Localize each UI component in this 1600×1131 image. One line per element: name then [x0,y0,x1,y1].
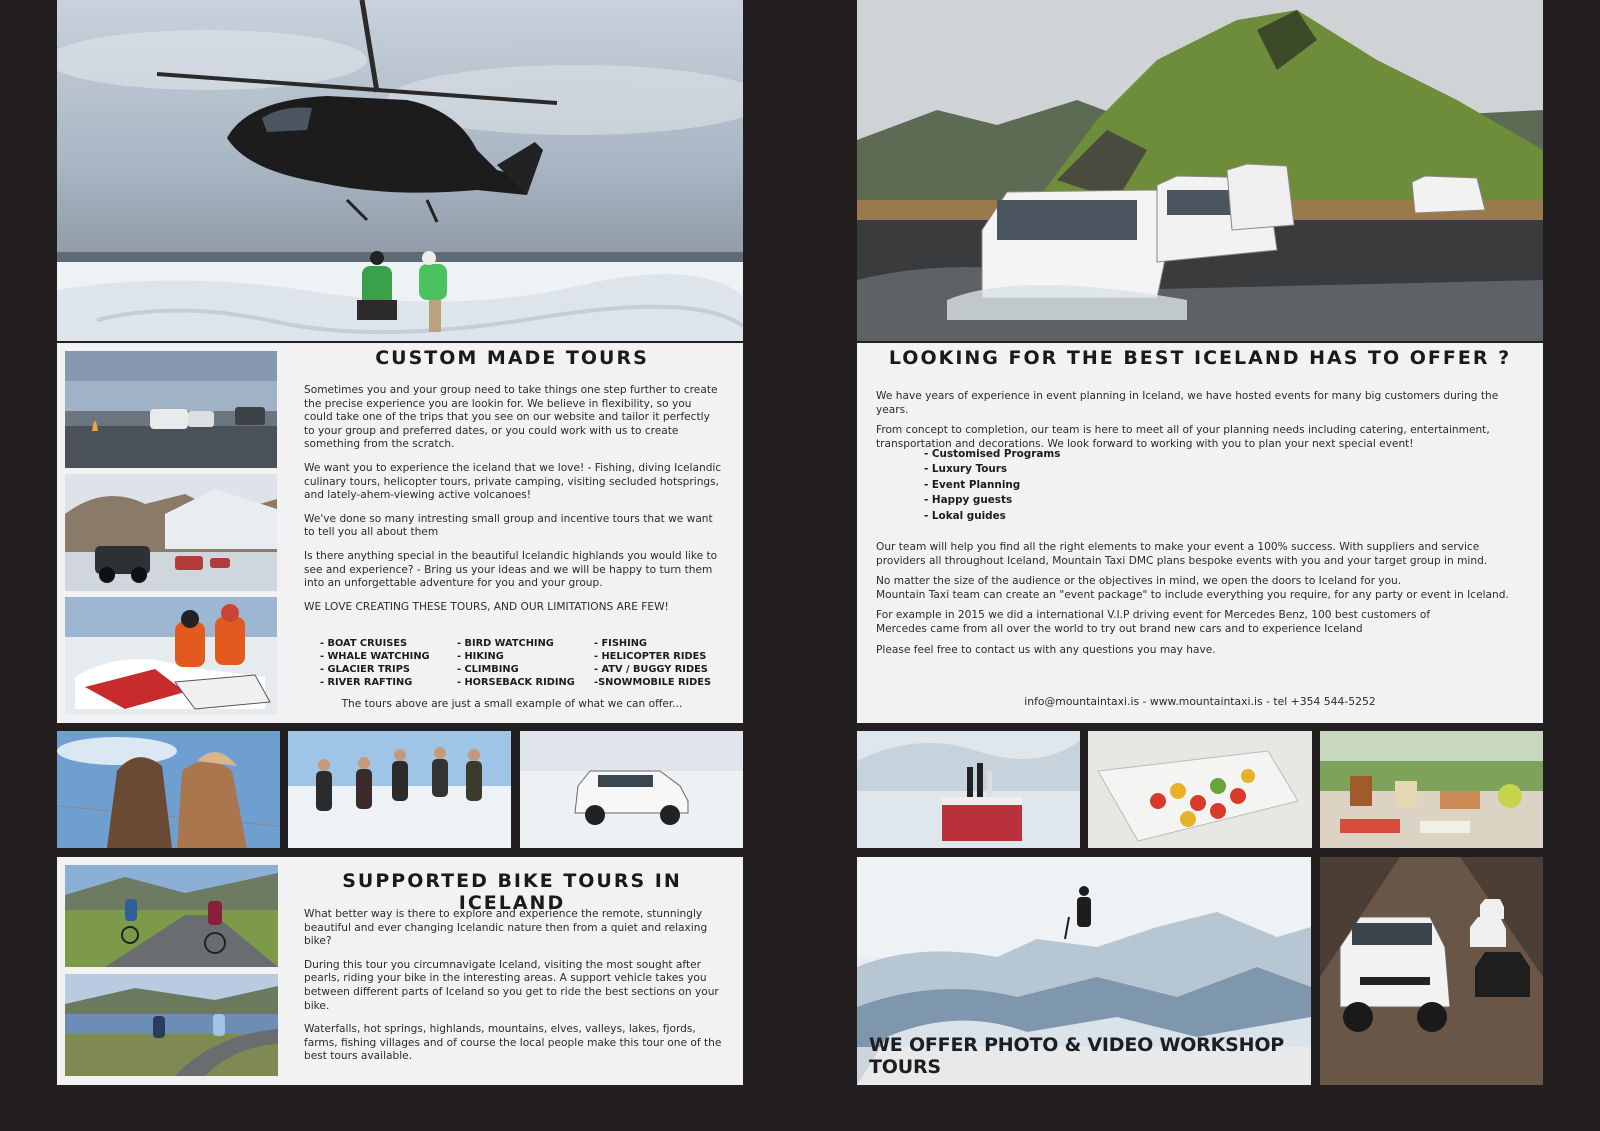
best-iceland-title: LOOKING FOR THE BEST ICELAND HAS TO OFFER ? [888,347,1512,369]
services-list-item: - Event Planning [924,478,1021,491]
services-list-item: - Customised Programs [924,448,1061,460]
contact-line: info@mountaintaxi.is - www.mountaintaxi.is - tel +354 544-5252 [1024,695,1376,708]
best-iceland-paragraph: We have years of experience in event planning in Iceland, we have hosted events for many big customers during the years. [876,390,1499,416]
best-iceland-paragraph: Our team will help you find all the right elements to make your event a 100% success. With suppliers and service providers all throughout Iceland, Mountain Taxi DMC plans bespoke events with you and your target group in mind. [876,541,1488,567]
services-list-item: - Luxury Tours [924,463,1008,476]
best-iceland-body [876,541,1518,664]
beach-jeeps-photo [65,351,277,468]
jumping-group-photo [288,731,511,848]
custom-tours-paragraph: We've done so many intresting small group and incentive tours that we want to tell you all about them [304,512,713,539]
best-iceland-paragraph: From concept to completion, our team is here to meet all of your planning needs including catering, entertainment, transportation and decorations. We look forward to working with you to plan your next special event! [876,424,1490,450]
activity-item: - HIKING [457,651,504,662]
activity-item: - WHALE WATCHING [320,651,430,662]
champagne-ice-table-photo [857,731,1080,848]
activities-column-2 [457,637,575,689]
activity-item: - ATV / BUGGY RIDES [594,664,708,675]
custom-tours-paragraph: Sometimes you and your group need to take things one step further to create the precise experience you are lookin for. We believe in flexibility, so you could take one of the trips that you see on our website and tailor it perfectly to your group and preferred dates, or you could work with us to create something from the scratch. [304,384,718,451]
cyclists-road-photo [65,865,278,967]
custom-tours-paragraph: Is there anything special in the beautiful Icelandic highlands you would like to see and experience? - Bring us your ideas and we will be happy to turn them into an unforgettable adventure for you and your group. [304,549,718,590]
activity-item: - BIRD WATCHING [457,638,554,649]
custom-tours-body [304,384,722,624]
activity-item: - FISHING [594,638,647,649]
convoy-river-photo [857,0,1543,341]
services-list-item: - Happy guests [924,494,1013,507]
custom-tours-panel [57,343,743,723]
activities-column-1 [320,637,430,689]
offroad-convoy-photo [1320,857,1543,1085]
activity-item: - BOAT CRUISES [320,638,408,649]
activity-item: - CLIMBING [457,664,519,675]
activity-item: - HELICOPTER RIDES [594,651,707,662]
activity-item: -SNOWMOBILE RIDES [594,677,712,688]
best-iceland-paragraph: Mountain Taxi team can create an "event package" to include everything you require, for any party or event in Iceland. [876,588,1509,601]
best-iceland-paragraph: No matter the size of the audience or the objectives in mind, we open the doors to Iceland for you. [876,575,1402,588]
photo-workshop-photo [857,857,1311,1085]
services-list [924,447,1060,524]
bike-tours-paragraph: What better way is there to explore and experience the remote, stunningly beautiful and ever changing Icelandic nature then from a quiet and relaxing bike? [304,908,708,948]
bike-tours-title: SUPPORTED BIKE TOURS IN ICELAND [342,870,682,914]
activity-item: - GLACIER TRIPS [320,664,410,675]
bike-tours-body [304,908,728,1074]
horses-photo [57,731,280,848]
activity-item: - HORSEBACK RIDING [457,677,575,688]
activity-item: - RIVER RAFTING [320,677,413,688]
custom-tours-tagline: WE LOVE CREATING THESE TOURS, AND OUR LIMITATIONS ARE FEW! [304,600,669,613]
custom-tours-title: CUSTOM MADE TOURS [375,347,649,369]
bike-tours-paragraph: During this tour you circumnavigate Iceland, visiting the most sought after pearls, riding your bike in the interesting areas. A support vehicle takes you between different parts of Iceland so you get to ride the best sections on your bike. [304,958,719,1012]
white-suv-snow-photo [520,731,743,848]
picnic-food-photo [1320,731,1543,848]
snow-jeep-photo [65,474,277,591]
cyclists-fjord-photo [65,974,278,1076]
activities-column-3 [594,637,711,689]
catering-platter-photo [1088,731,1312,848]
bike-tours-paragraph: Waterfalls, hot springs, highlands, mountains, elves, valleys, lakes, fjords, farms, fishing villages and of course the local people make this tour one of the best tours available. [304,1023,722,1063]
snowmobile-photo [65,597,277,714]
best-iceland-panel [857,343,1543,723]
bike-tours-panel [57,857,743,1085]
best-iceland-paragraph: For example in 2015 we did a international V.I.P driving event for Mercedes Benz, 100 best customers of Mercedes came from all over the world to try out brand new cars and to experience Iceland [876,609,1431,635]
photo-workshop-caption: WE OFFER PHOTO & VIDEO WORKSHOP TOURS [869,1034,1284,1078]
best-iceland-paragraph: Please feel free to contact us with any questions you may have. [876,643,1216,656]
helicopter-glacier-photo [57,0,743,341]
custom-tours-paragraph: We want you to experience the iceland that we love! - Fishing, diving Icelandic culinary tours, helicopter tours, private camping, visiting secluded hotsprings, and lately-ahem-viewing active volcanoes! [304,461,722,502]
custom-tours-footer: The tours above are just a small example of what we can offer... [341,698,683,710]
services-list-item: - Lokal guides [924,509,1006,522]
